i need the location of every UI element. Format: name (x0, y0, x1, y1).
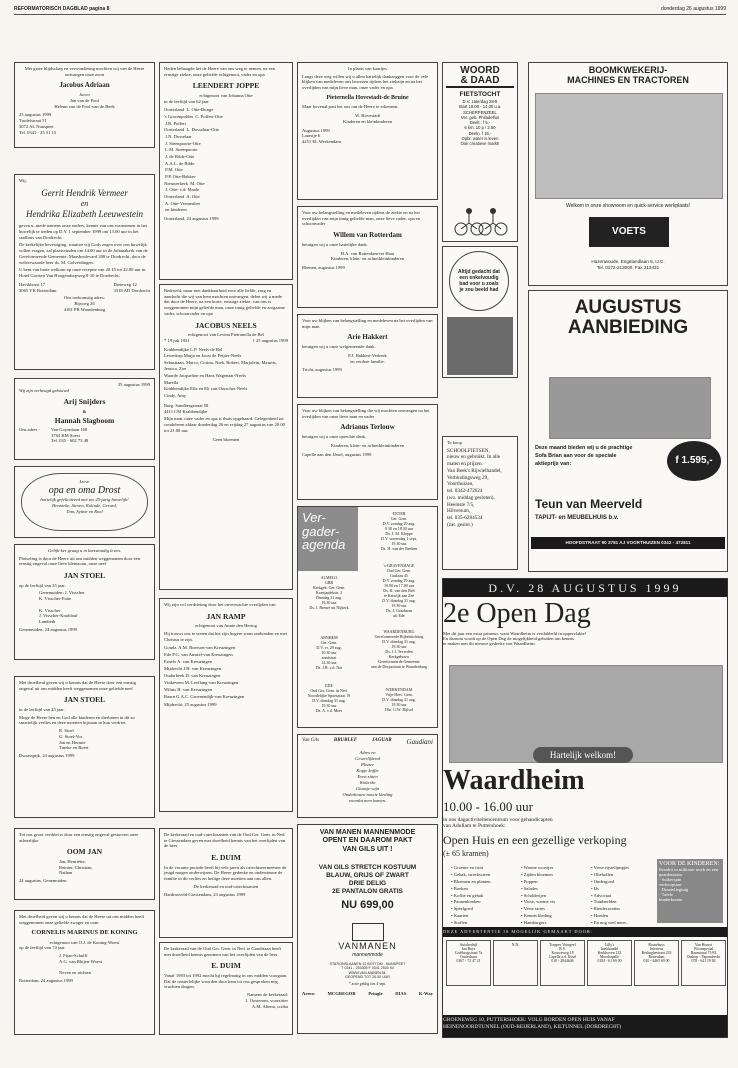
voets-logo: VOETS (589, 217, 669, 247)
brand-van-gils: Van Gils (302, 738, 320, 743)
badkamer-ad (442, 246, 518, 378)
sponsor: Lilly's boekhandel Kerkhoven 123 Moerkapelle 0184 - 61 69 00 (587, 940, 632, 986)
ad-date: Genemuiden, 24 augustus 1999 (19, 626, 77, 632)
ad-age: in de leeftijd van 25 jaar. (19, 706, 65, 712)
ad-family: Jan, Henriëtte, Reinier, Christian, Nathan (59, 858, 93, 876)
header-right: donderdag 26 augustus 1999 (660, 6, 726, 12)
ad-text: Maar bovenal past het ons om de Heere te erkennen. (302, 104, 399, 110)
shop-name: Teun van Meerveld (535, 497, 643, 511)
deceased-name: Adrianus Terlouw (340, 423, 395, 432)
brand-k-way: K-Way (418, 991, 433, 997)
ad-sub: echtgenoot van Annie den Hertog (195, 623, 257, 629)
ad-text: Mijn man, onze vader en opa is thuis opgebaard. Gelegenheid tot condoleren aldaar donderdag 26 en vrijdag 27 augustus van 20.00 tot 21.00 uur. (164, 416, 285, 433)
stall-count: (± 65 kramen) (443, 849, 489, 858)
ad-text: In de vacante periode heeft hij vele jaren als catechiseermeester de jeugd mogen onderwijzen. De Heere gedenke en ondersteune de familie in dit verlies en heilige deze moeiten aan ons allen. (164, 864, 287, 882)
daad-logo: & DAAD (446, 76, 514, 88)
voets-address: Hazenwoude, Engelandlaan 8, IJ.C. Tel. 0172-213000, Fax 213431 (591, 259, 665, 270)
sponsor: Van Hoorst Woonspecial Baanstraat 71/63 Oudorp - Papendrecht 078 - 641 19 84 (681, 940, 726, 986)
death-notice-de-koning (14, 910, 155, 1035)
stall-item: • Bloemen en planten (451, 878, 491, 884)
wedding-announcement (14, 174, 155, 370)
welcome-badge: Hartelijk welkom! (533, 747, 633, 763)
van-manen-sub: mannenmode (352, 952, 383, 959)
stall-item: • Groente en fruit (451, 865, 484, 870)
school-bikes-ad (442, 436, 518, 570)
woord-logo: WOORD (460, 65, 500, 76)
deceased-name: OOM JAN (66, 847, 103, 857)
ad-and: en (80, 198, 89, 208)
ad-intro: Wij zijn vol verdrieting door het onverwachte overlijden van (164, 602, 276, 607)
ad-date: 25 augustus 1999 (19, 112, 52, 118)
death-notice-ramp (159, 598, 293, 812)
van-manen-foot: * actie geldig t/m 4 sept. (348, 981, 387, 986)
stall-item: • Rietdecoraties (591, 906, 621, 912)
deceased-name: JAN STOEL (63, 695, 106, 705)
ad-family: Kinderen, klein- en achterkleinkinderen (330, 442, 405, 448)
ad-body: Tot ons groot verdriet is door een ernstig ongeval gestorven onze achterlijke (19, 832, 139, 843)
agenda-waardenburg: WAARDENBURG Gereformeerde Bijbelstichting D.V. dinsdag 31 aug. 19.30 uur Ds. J.J. Tevreden Kerkgebouw Gereformeerde Gemeente aan de Dorpsstraat te Waardenburg (371, 629, 427, 669)
stall-item: • Boeken (451, 885, 468, 891)
agenda-title: Ver- gader- agenda (298, 507, 358, 571)
ad-body2: De kerkelijke bevestiging, waartoe wij Gods zegen over ons huwelijk willen vragen, zal plaatsvinden om 14.00 uur in de Julianakerk van de Gereformeerde Gemeente, Maasboulevard 208 te Dordrecht, door de weleerwaarde heer ds. M. Golverdingen. (19, 242, 148, 265)
sale-text2: Sofa Brian aan voor de speciale (535, 453, 617, 459)
open-hours: 10.00 - 16.00 uur (443, 799, 533, 814)
ad-intro: Bedroefd, maar met dankbaarheid voor alle liefde, zorg en aandacht die wij van hem mochten ontvangen, delen wij u mede dat door de Heere, na een korte, ernstige ziekte, van ons is weggenomen mijn geliefde man, onze innig geliefde en zorgzame vader, schoonvader en opa (164, 288, 285, 316)
sale-price: f 1.595,- (667, 441, 721, 481)
furniture-sale-ad (528, 290, 728, 572)
death-notice-joppe (159, 62, 293, 280)
shop-address: HOOFDSTRAAT 90 3781 AJ VOORTHUIZEN 0342 - 472811 (531, 537, 725, 549)
stall-item: • Speelgoed (451, 906, 473, 912)
groom-address: Havikhorst 17 3065 VK Rotterdam (19, 281, 57, 293)
ad-date: Augustus 1999 Laarstje 6 4251 EL Werkendam (302, 127, 341, 145)
sponsor: N.N. (493, 940, 538, 986)
brand-mcgregor: MCGREGOR (327, 991, 356, 997)
ad-line2: opa en oma Drost (48, 484, 121, 496)
van-manen-logo-icon (352, 923, 384, 941)
sale-text3: aktieprijs van: (535, 461, 572, 467)
address-label: Ons adres : (19, 426, 40, 432)
stall-item: • Verse rijstelijmpjes (591, 865, 630, 870)
deceased-name: JACOBUS NEELS (195, 320, 257, 330)
ad-text: Vanaf 1983 tot 1992 mocht hij regelmatig in ons midden voorgaan. Dat de onsterfelijke woorden door hem tot ons gesproken nog vruchten dragen. (164, 972, 288, 990)
deceased-name: Pieternella Hovestadt-de Bruine (326, 94, 409, 101)
ad-address: Van Goyenlaan 168 3764 KM Soest Tel. 035 - 602 73 48 (51, 426, 89, 444)
ad-body3: U bent van harte welkom op onze receptie van 20.15 tot 22.00 uur in Hotel Gortsen Van Hoogendorpweg 8-10 te Dordrecht. (19, 267, 146, 279)
thanks-hakkert (297, 314, 438, 398)
ad-sub: echtgenoot van O.J. de Koning-Woest (49, 939, 120, 945)
ad-parents: Jan van de Pool Helenn van de Pool-van de Beek (54, 97, 115, 109)
stall-item: • En nog veel meer.. (591, 920, 629, 926)
sponsor: Bouwhuys Interieur Berlinghestraat 233 Rotterdam 010 - 4465 69 00 (634, 940, 679, 986)
van-manen-logo: VANMANEN (338, 941, 397, 952)
ad-date: Dwarsspijk, 24 augustus 1999 (19, 752, 75, 758)
ad-signature: De kerkeraad en oud-catechisanten (193, 883, 259, 889)
open-day-date: D.V. 28 AUGUSTUS 1999 (443, 579, 727, 597)
brand-jaguar: JAGUAR (372, 738, 392, 743)
stall-item: • Tuinbeelden (591, 899, 617, 905)
stall-item: • Warme worstjes (521, 865, 554, 870)
van-manen-price: NU 699,00 (341, 899, 394, 912)
ad-body: Voor uw belangstelling en medeleven tijdens de ziekte en na het overlijden van mijn innig geliefde man, onze lieve vader, opa en schoonvader (302, 210, 421, 227)
kids-box (657, 859, 723, 923)
ad-text: betuigen wij u onze welgemeende dank. (302, 344, 376, 350)
sofa-photo (549, 377, 711, 439)
ad-foot: Geen bloemen (212, 437, 240, 443)
ad-family: P.J. Hakkert-Verbeek en verdere familie. (348, 352, 387, 364)
page-header (14, 0, 726, 15)
stall-item: • Kennis kleding (521, 913, 552, 919)
church-notice-duim-2 (159, 942, 293, 1035)
brand-gaudiani: Gaudiani (406, 738, 433, 746)
stall-col-2 (521, 865, 581, 927)
voets-machines-ad (528, 62, 728, 286)
ad-family: Krabbendijke L.P. Neels-de Bel Lewedorp Marja en Joost de Feijter-Neels Sebastiaan, Marco, Corina, Niek, Robert, Marjolein, Maurits, Jessica, Zoe Waarde Jacqueline en Hans Wagenaar-Neels Marella Krabbendijke Ella en Eli van Oorschot-Neels Cindy, Amy (164, 346, 277, 399)
anniversary-ad (14, 466, 155, 538)
van-manen-address: STATIONSLAANEN 12 BOTTOM - NUNSPEET T 0341 - 253305 F 0341 2530 94 WWW.VAN-MANEN.NL GEOPEND TOT 20.00 UUR (329, 961, 406, 980)
bride-name: Hendrika Elizabeth Leeuwestein (26, 208, 143, 219)
ad-date: Rotterdam, 24 augustus 1999 (19, 978, 73, 983)
ad-text: betuigen wij u onze hartelijke dank. (302, 241, 368, 247)
ad-date: Rhenen, augustus 1999 (302, 265, 345, 271)
agenda-ede: EDE Oud Ger. Gem. in Ned. Noordelijke Sportstraat 19 D.V. dinsdag 31 aug. 19.30 uur Ds. A. v.d. Meer (307, 683, 351, 713)
stall-item: • Advocaat (591, 892, 612, 898)
voets-title: BOOMKWEKERIJ- MACHINES EN TRACTOREN (567, 65, 689, 85)
for-sale-body: SCHOOLFIETSEN, nieuw en gebruikt. In alle maten en prijzen. Van Beek's Rijwielhandel, Verbindingsweg 29, Voorthuizen, tel. 0342-472624 (wo. middag gesloten). Heemste 7/5, Hilversum, tel. 035-6284534 (zat. geslot.) (447, 447, 502, 528)
future-address: Ons toekomstig adres: Bijvoeg 26 4181 PR Waardenburg (63, 295, 106, 312)
ad-body: Langs deze weg willen wij u allen hartelijk dankzeggen voor de vele blijken van medeleven ons bewezen tijdens het ziekzijn en na het overlijden van mijn lieve man, onze vader en opa (302, 73, 429, 91)
death-notice-oom-jan (14, 828, 155, 900)
deceased-name: E. DUIM (211, 853, 241, 863)
ad-date: Tricht, augustus 1999 (302, 367, 342, 373)
stall-item: • Pannenkoeken (451, 899, 481, 905)
for-sale-head: Te koop (447, 440, 462, 445)
open-sub: in ons dagactiviteitencentrum voor gehandicapten van Adullam te Puttershoek: (443, 817, 553, 829)
clothing-brands-ad (297, 734, 438, 818)
van-manen-headline: VAN MANEN MANNENMODE OPENT EN DAAROM PAKT VAN GILS UIT ! (319, 829, 416, 853)
stall-item: • Poppen (521, 878, 538, 884)
ad-head: In plaats van kaartjes (348, 66, 387, 71)
ad-intro: Heden behaagde het de Heere van ons weg te nemen, na een ernstige ziekte, onze geliefde echtgenoot, vader en opa (164, 66, 275, 77)
ad-text: Moge de Heere hen en God alle kinderen en dierbaren in dit zo smartelijk verlies en deze moeiten bijstaan in hun verdriet. (19, 714, 135, 726)
ad-head: Gelijk-ker graag u in kortstondig leven. (48, 548, 121, 553)
stall-item: • Schilderijen (521, 892, 546, 898)
death-notice-neels (159, 284, 293, 590)
thanks-rotterdam (297, 206, 438, 308)
stall-col-1 (451, 865, 511, 927)
brand-brublef: BRUBLEF (333, 738, 358, 743)
stall-item: • Oliebollen (591, 871, 614, 877)
stall-item: • Salades (521, 885, 538, 891)
deceased-name: JAN STOEL (63, 571, 106, 581)
ad-line1: Lieve (79, 479, 90, 484)
ad-date: Capelle aan den IJssel, augustus 1999 (302, 451, 372, 457)
ad-age: in de leeftijd van 62 jaar. (164, 98, 210, 104)
brand-arrow: Arrow (302, 991, 315, 997)
ad-family: Oosterland L. Otte-Donge 's Gravenpolder C. Poffert-Otte J.B. Poffert Oosterland L. Dosselaar-Otte J.N. Dosselaar J. Steenpoorte-Otte L.M. Steenpoorte J. de Bilde-Otte A.A.L. de Bilde P.M. Otte P.P. Otte-Bakker Nieuwerkerk M. Otte J. Otte- v.d. Maale Oosterland A. Otte A. Otte-Vermeulen en kinderen (164, 107, 223, 213)
voets-tagline: Welkom in onze showroom en quick-service werkplaats! (565, 203, 691, 209)
ad-family: H.A. van Rotterdam-ter Haar Kinderen, klein- en achterkleinkinderen (330, 250, 405, 262)
deceased-name: Willem van Rotterdam (333, 231, 402, 240)
shop-sub: TAPIJT- en MEUBELHUIS b.v. (535, 515, 619, 521)
meeting-agenda (297, 506, 438, 728)
sponsor-row (445, 939, 727, 987)
stall-item: • Gebak, streekwaren (451, 871, 491, 877)
ad-intro: Wij zijn verheugd gebouwd (19, 387, 69, 393)
stall-item: • Kaarten (451, 913, 469, 919)
ad-body: Plotseling is door de Heere uit ons midden weggenomen door een ernstig ongeval onze lieve kleinzoon, onze neef (19, 555, 140, 567)
ad-family: W. Hovestadt Kinderen en kleinkinderen (343, 113, 392, 124)
woord-text: D.V. zaterdag 28-8 Start 10.00 - 14.00 u.a. SCHERPENZEEL Ver. geb. Philadelfus Deelt.: f 5,- 6 km: 10 p / 2.50 Deeln. f 15,- Opbr. water is leven Ook creatieve markt! (458, 99, 502, 147)
van-manen-offer: VAN GILS STRETCH KOSTUUM BLAUW, GRIJS OF ZWART DRIE DELIG 2E PANTALON GRATIS (318, 864, 417, 895)
name-2: Hannah Slagboom (54, 415, 115, 425)
stall-item: • Koffie en gebak (451, 892, 484, 898)
ad-address: Burg. Sandbergstraat 58 4411 CM Krabbendijke (164, 402, 209, 414)
sale-text1: Deze maand bieden wij u de prachtige (535, 445, 633, 451)
born: * 19 juli 1931 (164, 337, 190, 343)
stall-item: • Zijden bloemen (521, 871, 553, 877)
deceased-name: JAN RAMP (206, 611, 246, 621)
agenda-almelo: ALMELO GBB Kerkgeb. Ger. Gem. Koenjaplekstr. 2 Dinsdag 31 aug. 19.30 uur Ds. J. Breure uit Nijkerk (309, 575, 349, 610)
ad-text: Hij trouwt ons te weten dat het zijn hogere soms ontbonden en met Christus te zijn. (164, 630, 287, 642)
agenda-werkendam: WERKENDAM Vrije Herv. Gem. D.V. dinsdag 31 aug. 19.30 uur Dhr. G.W. Bijlsol (382, 687, 416, 712)
stall-item: • Stoffen (451, 920, 468, 926)
ad-age: op de leeftijd van 25 jaar. (19, 582, 66, 588)
woord-title: FIETSTOCHT (459, 91, 501, 98)
sponsor: Autobedrijf Jan Buys Griftbrugstraat 7a Oosterbuur 0167 - 72 47 21 (446, 940, 491, 986)
ad-family: Genemuiden: J. Visscher K. Visscher-Fuite K. Visscher J. Visscher-Knoblauf Lambeth (39, 590, 85, 624)
ad-line3: hartelijk gefeliciteerd met uw 25-jarig huwelijk! (40, 497, 129, 503)
stall-item: • Hoeden (591, 913, 609, 919)
ad-body: De kerkeraad en oud-catechisanten van de Oud Ger. Gem. in Ned. te Giessendam geven met droefheid kennis van het overlijden van de heer (164, 832, 286, 849)
death-notice-jan-stoel-1 (14, 544, 155, 660)
ad-text: betuigen wij u onze oprechte dank. (302, 434, 367, 440)
ad-body: Met droefheid geven wij u kennis dat de Heere door een ernstig ongeval uit ons midden heeft weggenomen onze geliefde neef (19, 680, 136, 691)
ad-body: Met droefheid geven wij u kennis dat de Heere uit ons midden heeft weggenomen onze geliefde zwager en oom (19, 914, 145, 925)
kids-list: Rondrit in militaire truck en een paardentram - Suikerspin verkoopstan - Draaivliegtuig - Tafele kinderkraam (659, 867, 719, 902)
ad-body: geven u, mede namens onze ouders, kennis van ons voornemen in het huwelijk te treden op D.V. 1 september 1999 om 13.00 uur in het stadhuis van Dordrecht. (19, 223, 147, 240)
ad-and: & (82, 408, 87, 414)
agenda-den-haag: 's-GRAVENHAGE Oud Ger. Gem. Gaslaan 45 D.V. zondag 29 aug. 10.00 en 17.00 uur Ds. K. van den Belt te Katwijk aan Zee D.V. dinsdag 31 aug. 19.30 uur Ds. J. Graafman uit Ede (382, 563, 416, 618)
sponsor: Trepper Voorgeel B.V. Kouweweg 18 Capelle a.d. IJssel 010 - 2844646 (540, 940, 585, 986)
ad-family: R. Stoel G. Stoel-Vos Jan en Hermie Tineke en Boert (59, 728, 89, 751)
ad-sub: echtgenoot van Johanna Otte (199, 92, 253, 98)
ad-body: Voor uw blijken van belangstelling en medeleven na het overlijden van mijn man (302, 318, 433, 329)
ad-body: Voor uw blijken van belangstelling die wij mochten ontvangen na het overlijden van onze lieve man en vader (302, 408, 430, 419)
stall-item: • Ondergoed (591, 878, 615, 884)
died: † 25 augustus 1999 (252, 337, 288, 343)
bath-slogan: Altijd gedacht dat een enkelvoudig bad voor u zoals je zou beeld had (449, 251, 509, 311)
ad-sub: echtgenoot van Levina Pietronella de Bel (188, 332, 264, 338)
kids-title: VOOR DE KINDEREN: (659, 861, 720, 867)
deceased-name: E. DUIM (211, 961, 241, 971)
sponsor-head: DEZE ADVERTENTIE IS MOGELIJK GEMAAKT DOOR: (443, 927, 728, 937)
ad-name: Jacobus Adriaan (59, 81, 110, 90)
waardheim-name: Waardheim (443, 765, 585, 796)
ad-age: op de leeftijd van 74 jaar (19, 945, 65, 951)
open-day-intro: Met dit jaar een extra primeur, want Waardheim is verdubbeld in oppervlakte! En daarom wordt op de Open Dag de mogelijkheid geboden om kennis te maken met dit nieuwe gedeelte van Waardheim. (443, 630, 587, 646)
bride-address: Dieteweg 12 3318 AD Dordrecht (113, 281, 150, 293)
cyclists-illustration (451, 203, 509, 237)
open-day-title: 2e Open Dag (443, 598, 591, 629)
groom-name: Gerrit Hendrik Vermeer (41, 187, 128, 198)
header-left: REFORMATORISCH DAGBLAD pagina 8 (14, 6, 110, 12)
stall-col-3 (591, 865, 651, 927)
thanks-hovestadt (297, 62, 438, 200)
ad-date: 24 augustus, Genemuiden (19, 878, 67, 884)
announcement-snijders (14, 378, 155, 460)
name-1: Arij Snijders (63, 397, 106, 407)
ad-signature: Namens de kerkeraad: J. Oosterom, voorzitter A.M. Altena, scriba (245, 992, 288, 1009)
ad-sub: Jacco (79, 92, 90, 98)
ad-intro: Met grote blijdschap en verwondering mochten wij van de Heere ontvangen onze zoon (24, 66, 145, 77)
stall-item: • Hamburgers (521, 920, 547, 926)
stall-item: • Verse taries (521, 906, 545, 912)
clothing-list: Adres en Gewerlijkend Plezier Kopje koffie Even zitten Wolterke Glaasje wijn Onderhouen mooie kleding voordat men komen. (342, 749, 393, 803)
ad-line4: Hennieke, Steven, Rolinde, Gerard, Tom, Sytine en Roel (51, 502, 117, 514)
ad-family: J. Fijan-Schulff A.G. van Rhijen-Woest Neven en nichten (59, 953, 103, 976)
church-notice-duim-1 (159, 828, 293, 938)
ad-date: 25 augustus 1999 (117, 382, 150, 387)
death-notice-jan-stoel-2 (14, 676, 155, 818)
ad-date: Hardinxveld-Giessendam, 23 augustus 1999 (164, 891, 246, 897)
ad-address: Trudelstraat 51 3072 AL Nunspeet Tel. 0341 - 25 51 15 (19, 118, 57, 135)
tractor-photo (535, 93, 723, 199)
birth-announcement (14, 62, 155, 148)
sale-title: AUGUSTUS AANBIEDING (567, 297, 689, 338)
agenda-enter: ENTER Ger. Gem. D.V. zondag 29 aug. 9.30 en 18.30 uur Ds. J. M. Kloppe D.V. woensdag 1 sept. 19.30 uur Ds. H. van der Beeken (380, 511, 418, 551)
bathroom-photo (447, 317, 513, 375)
ad-date: Oosterland, 24 augustus 1999 (164, 215, 219, 221)
woord-en-daad-ad (442, 62, 518, 242)
stall-item: • Verse, warme vis (521, 899, 556, 905)
deceased-name: Arie Hakkert (347, 333, 388, 342)
brand-dias: DIAS (395, 991, 407, 997)
brand-pringle: Pringle (368, 991, 383, 997)
deceased-name: LEENDERT JOPPE (192, 81, 260, 91)
sale-headline: Open Huis en een gezellige verkoping (443, 833, 627, 847)
open-day-directions: GROENEWEG 10, PUTTERSHOEK: VOLG BORDEN OPEN HUIS VANAF HEINENOORDTUNNEL (OUD-BEIJERLAND), KILTUNNEL (DORDRECHT) (443, 1015, 728, 1037)
ad-we: Wij, (19, 178, 27, 183)
ad-family: Goudz. A.M. Boerson-van Kreuzingen Ede P.G. van Amstel-van Kreuzingen Ernelo A. van Kreuzingen Mijdrecht J.H. van Kreuzingen Oudorbeek D. van Kreuzingen Vinkeveen M. Leeflang-van Kreuzingen Wilnis H. van Kreuzingen Baarn G.A.C. Groenendijk-van Kreuzingen (164, 645, 245, 699)
ad-date: Mijdrecht, 25 augustus 1999 (164, 702, 217, 708)
ad-body: De kerkeraad van de Oud Ger. Gem. in Ned. te Goudriaan heeft met droefheid kennis genomen van het overlijden van de heer (164, 946, 282, 957)
open-day-ad (442, 578, 728, 1038)
deceased-name: CORNELIS MARINUS DE KONING (31, 929, 138, 937)
van-manen-ad (297, 824, 438, 1034)
agenda-arnhem: ARNHEM Ger. Gem. D.V. vr. 29 aug. 10.30 uur zondstrat 14.30 uur Ds. J.B. v.d. Net (315, 635, 343, 670)
stall-item: • IJs (591, 885, 599, 891)
thanks-terlouw (297, 404, 438, 500)
